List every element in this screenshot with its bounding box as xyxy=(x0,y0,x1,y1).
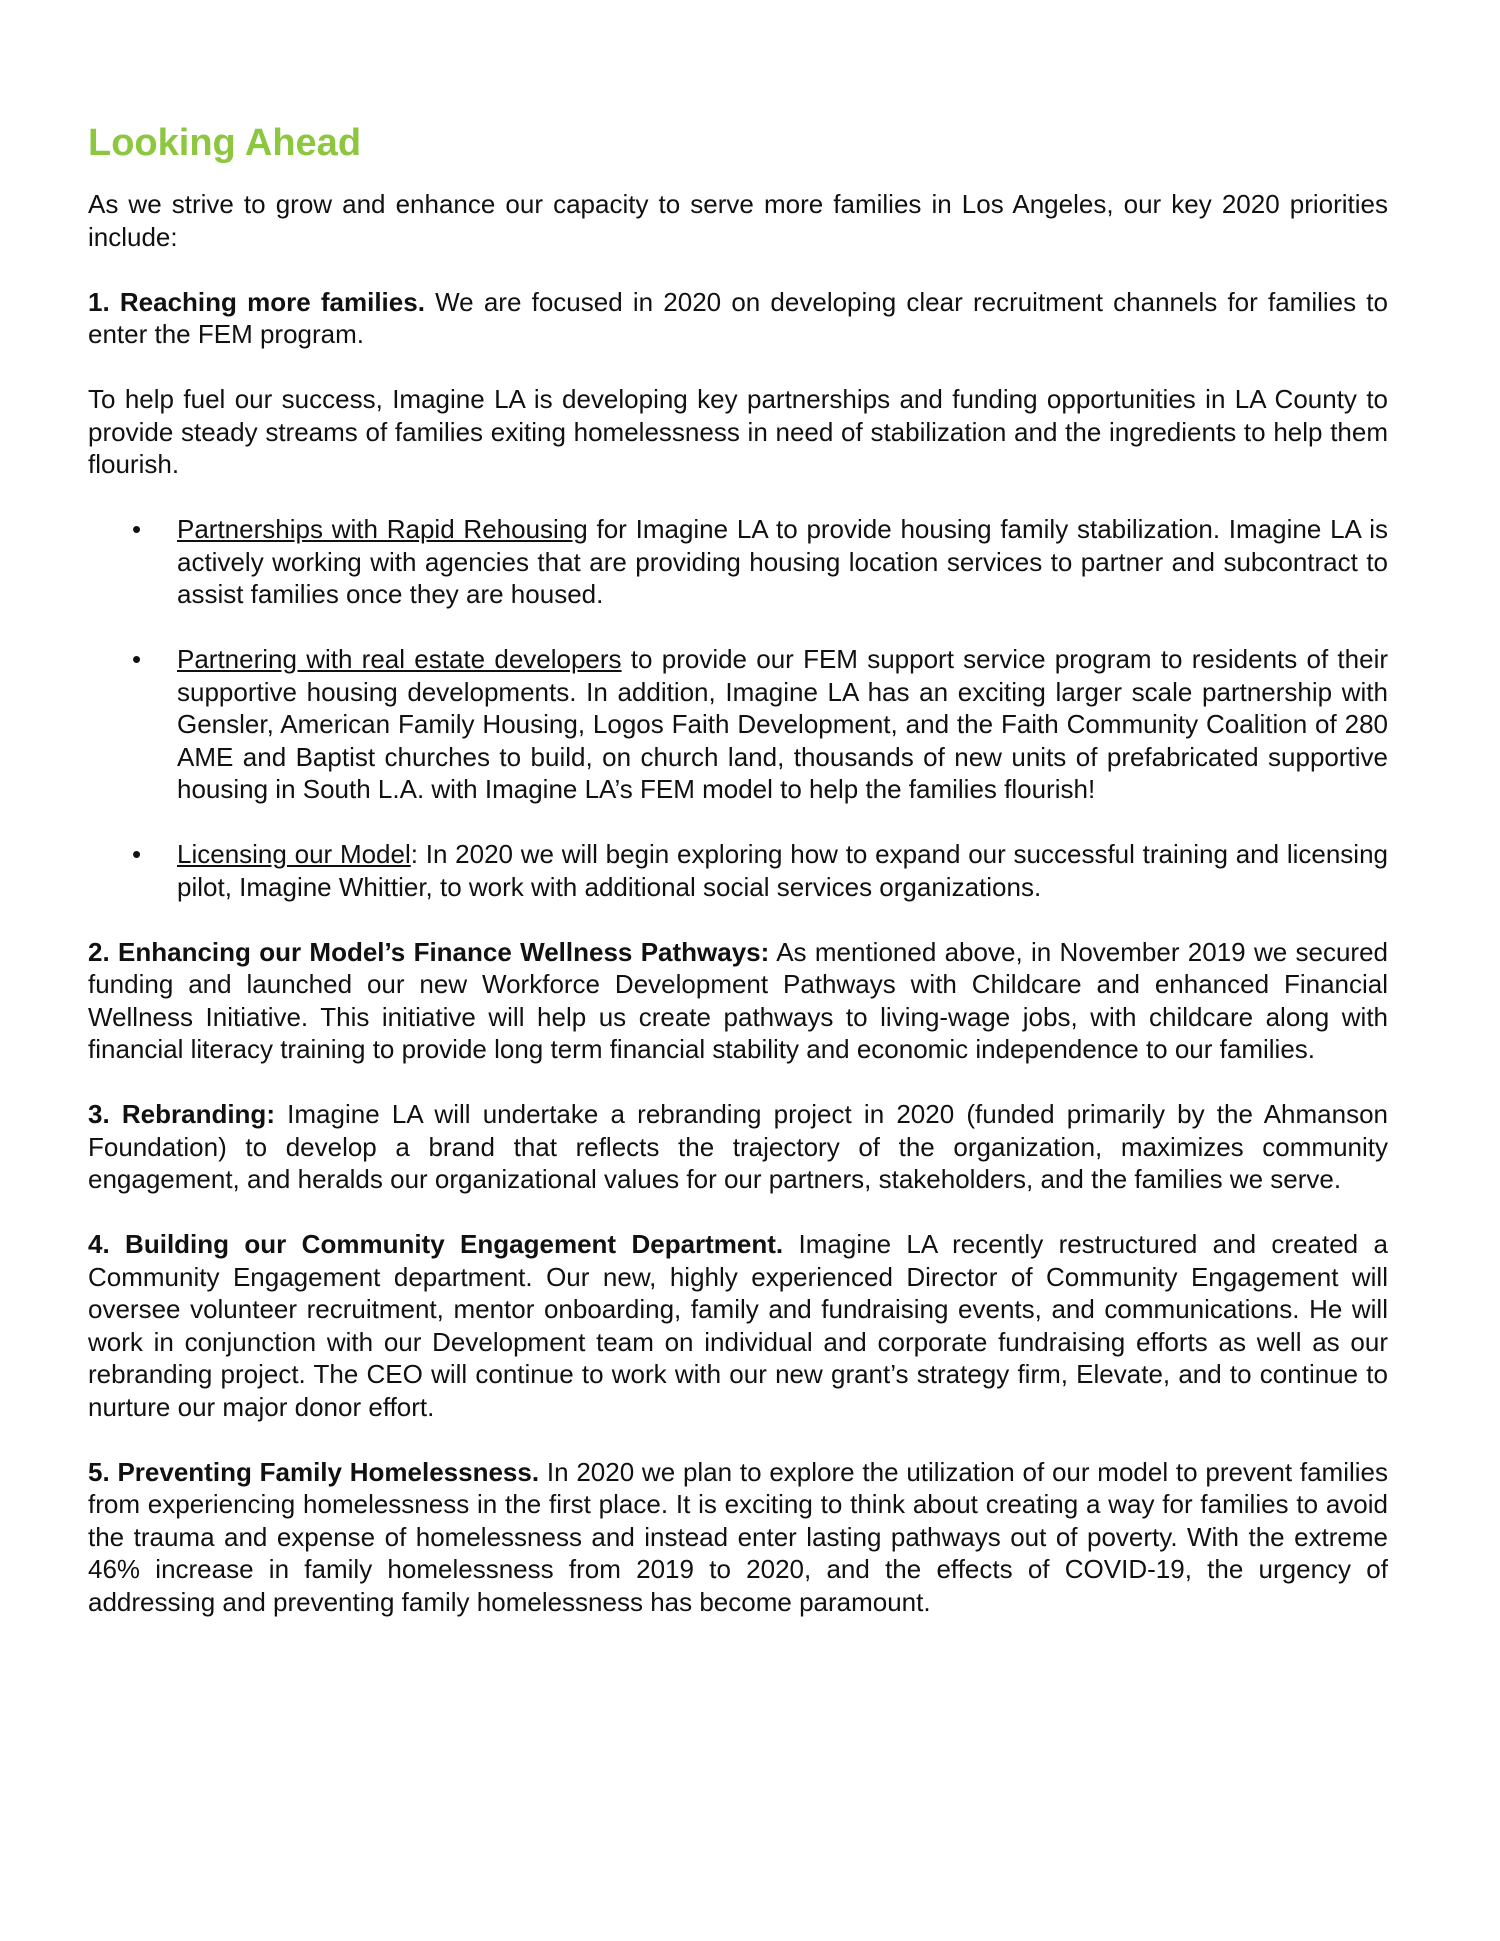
bullet-2-text: to provide our FEM support service program to residents of their supportive housing developments. In addition, Imagine LA has an exciting larger scale partnership with Gensler, American Family Housing, Logos Faith Development, and the Faith Community Coalition of 280 AME and Baptist churches to build, on church land, thousands of new units of prefabricated supportive housing in South L.A. with Imagine LA’s FEM model to help the families flourish! xyxy=(177,644,1389,804)
intro-paragraph: As we strive to grow and enhance our capacity to serve more families in Los Angeles, our key 2020 priorities include: xyxy=(88,189,1388,252)
priority-2-text: As mentioned above, in November 2019 we secured funding and launched our new Workforce Development Pathways with Childcare and enhanced Financial Wellness Initiative. This initiative will help us create pathways to living-wage jobs, with childcare along with financial literacy training to provide long term financial stability and economic independence to our families. xyxy=(88,936,1389,1064)
priority-4-paragraph xyxy=(88,1228,1388,1423)
bullet-1-heading: Partnerships with Rapid Rehousing xyxy=(177,514,588,544)
priority-4-text: Imagine LA recently restructured and created a Community Engagement department. Our new, highly experienced Director of Community Engagement will oversee volunteer recruitment, mentor onboarding, family and fundraising events, and communications. He will work in conjunction with our Development team on individual and corporate fundraising efforts as well as our rebranding project. The CEO will continue to work with our new grant’s strategy firm, Elevate, and to continue to nurture our major donor effort. xyxy=(88,1229,1388,1422)
bullet-list xyxy=(88,513,1388,903)
priority-2-label: 2. Enhancing our Model’s Finance Wellness Pathways: xyxy=(88,936,770,967)
priority-4-label: 4. Building our Community Engagement Department. xyxy=(88,1229,784,1259)
list-item xyxy=(88,838,1388,903)
bullet-icon: • xyxy=(132,839,142,869)
priority-1-label: 1. Reaching more families. xyxy=(88,286,425,317)
document-page xyxy=(88,118,1388,1618)
priority-5-paragraph xyxy=(88,1456,1388,1619)
priority-3-text: Imagine LA will undertake a rebranding project in 2020 (funded primarily by the Ahmanson Foundation) to develop a brand that reflects the trajectory of the organization, maximizes community engagement, and heralds our organizational values for our partners, stakeholders, and the families we serve. xyxy=(88,1099,1388,1194)
bullet-1-text: for Imagine LA to provide housing family stabilization. Imagine LA is actively working with agencies that are providing housing location services to partner and subcontract to assist families once they are housed. xyxy=(177,514,1388,609)
bullet-3-text: : In 2020 we will begin exploring how to expand our successful training and licensing pilot, Imagine Whittier, to work with additional social services organizations. xyxy=(177,839,1388,902)
bullet-2-heading: Partnering with real estate developers xyxy=(177,644,622,674)
page-title: Looking Ahead xyxy=(88,122,362,164)
partnerships-paragraph: To help fuel our success, Imagine LA is developing key partnerships and funding opportunities in LA County to provide steady streams of families exiting homelessness in need of stabilization and the ingredients to help them flourish. xyxy=(88,384,1388,479)
bullet-icon: • xyxy=(132,644,142,674)
priority-2-paragraph xyxy=(88,936,1388,1066)
list-item xyxy=(88,643,1388,806)
priority-3-paragraph xyxy=(88,1098,1388,1196)
bullet-3-heading: Licensing our Model xyxy=(177,839,411,869)
list-item xyxy=(88,513,1388,611)
priority-3-label: 3. Rebranding: xyxy=(88,1099,275,1129)
priority-1-text: We are focused in 2020 on developing clear recruitment channels for families to enter the FEM program. xyxy=(88,286,1388,349)
priority-1-paragraph xyxy=(88,286,1388,351)
bullet-icon: • xyxy=(132,514,142,544)
priority-5-text: In 2020 we plan to explore the utilization of our model to prevent families from experiencing homelessness in the first place. It is exciting to think about creating a way for families to avoid the trauma and expense of homelessness and instead enter lasting pathways out of poverty. With the extreme 46% increase in family homelessness from 2019 to 2020, and the effects of COVID-19, the urgency of addressing and preventing family homelessness has become paramount. xyxy=(88,1456,1388,1617)
priority-5-label: 5. Preventing Family Homelessness. xyxy=(88,1456,540,1487)
